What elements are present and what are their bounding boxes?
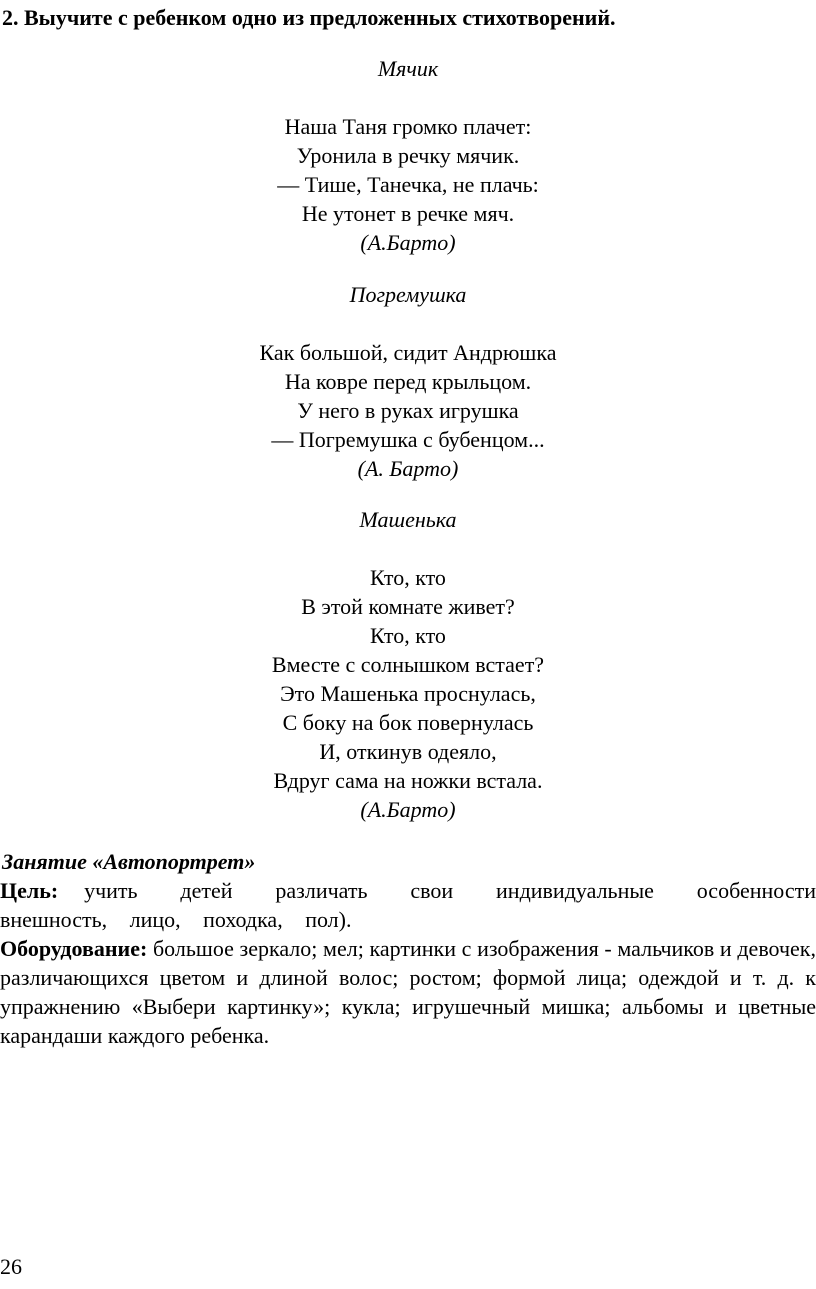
poem-lines: [0, 112, 816, 228]
equipment-label: Оборудование:: [0, 936, 148, 961]
task-heading: 2. Выучите с ребенком одно из предложенных стихотворений.: [2, 5, 616, 30]
poem-title: Машенька: [359, 507, 457, 532]
poem-author: (А. Барто): [357, 456, 459, 481]
goal-text: учить детей различать свои индивидуальные особенности внешность, лицо, походка, пол).: [0, 878, 816, 932]
poem-line: На ковре перед крыльцом.: [284, 369, 532, 394]
goal-label: Цель:: [0, 878, 59, 903]
lesson-section: [0, 847, 816, 1050]
poem-line: С боку на бок повернулась: [282, 710, 534, 735]
poem-line: Наша Таня громко плачет:: [284, 114, 532, 139]
equipment-paragraph: [0, 934, 816, 1050]
poem-pogremushka: [0, 280, 816, 483]
poem-mashenka: [0, 505, 816, 824]
poem-line: Вдруг сама на ножки встала.: [273, 768, 543, 793]
poem-lines: [0, 563, 816, 795]
poem-author: (А.Барто): [360, 797, 456, 822]
lesson-title: Занятие «Автопортрет»: [2, 849, 256, 874]
poem-line: И, откинув одеяло,: [319, 739, 497, 764]
poem-line: ― Погремушка с бубенцом...: [271, 427, 545, 452]
poem-line: У него в руках игрушка: [297, 398, 519, 423]
poem-author: (А.Барто): [360, 230, 456, 255]
poem-line: ― Тише, Танечка, не плачь:: [277, 172, 539, 197]
poem-line: В этой комнате живет?: [301, 594, 515, 619]
poem-line: Кто, кто: [370, 623, 446, 648]
poem-mячик: [0, 54, 816, 257]
poem-line: Кто, кто: [370, 565, 446, 590]
poem-line: Как большой, сидит Андрюшка: [259, 340, 557, 365]
poem-line: Это Машенька проснулась,: [280, 681, 536, 706]
poem-line: Уронила в речку мячик.: [296, 143, 520, 168]
page-number: 26: [0, 1254, 22, 1279]
poem-lines: [0, 338, 816, 454]
poem-line: Не утонет в речке мяч.: [301, 201, 515, 226]
poem-title: Погремушка: [349, 282, 467, 307]
poem-title: Мячик: [377, 56, 439, 81]
goal-paragraph: [0, 876, 816, 934]
equipment-text: большое зеркало; мел; картинки с изображения - мальчиков и девочек, различающихся цветом и длиной волос; ростом; формой лица; одеждой и т. д. к упражнению «Выбери картинку»; кукла; игрушечный мишка; альбомы и цветные карандаши каждого ребенка.: [0, 936, 816, 1048]
poem-line: Вместе с солнышком встает?: [271, 652, 545, 677]
